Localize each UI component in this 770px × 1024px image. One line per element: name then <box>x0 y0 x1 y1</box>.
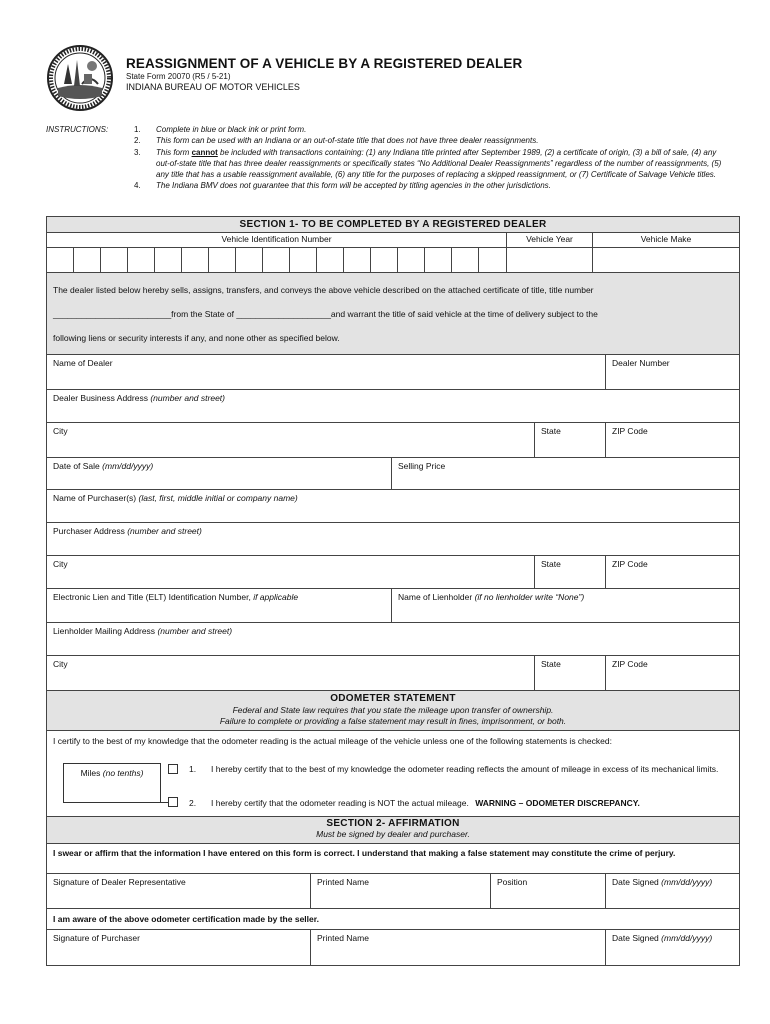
statement-line-1: The dealer listed below hereby sells, assigns, transfers, and conveys the above vehicle described on the attached certificate of title, title number <box>53 285 594 295</box>
dealer-zip-field[interactable]: ZIP Code <box>612 426 648 436</box>
vin-digit-box[interactable] <box>317 248 344 272</box>
lienholder-city-row <box>47 656 739 691</box>
section1-header-row <box>47 217 739 233</box>
vin-digit-box[interactable] <box>263 248 290 272</box>
form-body <box>46 216 740 966</box>
dealer-statement <box>47 273 739 355</box>
odometer-header <box>47 691 739 731</box>
instruction-number: 2. <box>134 136 141 146</box>
instruction-emphasis: cannot <box>191 147 218 157</box>
vehicle-year-label: Vehicle Year <box>507 233 593 247</box>
date-signed-hint: (mm/dd/yyyy) <box>661 877 713 887</box>
purchaser-state-field[interactable]: State <box>535 556 606 588</box>
purchaser-address-hint: (number and street) <box>127 526 202 536</box>
lienholder-address-row <box>47 623 739 656</box>
miles-hint: (no tenths) <box>102 768 144 778</box>
odometer-body <box>47 731 739 817</box>
vin-digit-box[interactable] <box>128 248 155 272</box>
dealer-city-row <box>47 423 739 458</box>
dealer-state-field[interactable]: State <box>535 423 606 457</box>
odometer-option-2-text <box>211 798 640 808</box>
lienholder-city-field[interactable]: City <box>47 656 535 690</box>
vin-digit-box[interactable] <box>290 248 317 272</box>
instructions-label: INSTRUCTIONS: <box>46 125 109 134</box>
dealer-city-field[interactable]: City <box>47 423 535 457</box>
vehicle-labels-row <box>47 233 739 248</box>
instruction-item <box>134 180 724 191</box>
lienholder-address-label: Lienholder Mailing Address <box>53 626 156 636</box>
section1-heading: SECTION 1- TO BE COMPLETED BY A REGISTERED DEALER <box>239 219 547 230</box>
sale-row <box>47 458 739 490</box>
dealer-position-field[interactable]: Position <box>491 874 606 908</box>
instruction-text: be included with transactions containing: (1) any Indiana title printed after September 1989, (2) a certificate of origin, (3) a bill of sale, (4) any out-of-state title that has three dealer reassignments or specifically states “No Additional Dealer Reassignments” regardless of the number of reassignments, (5) any title that has a usable reassignment available, (6) any title for the purposes of replacing a skipped reassignment, or (7) Certificate of Salvage Vehicle titles. <box>156 147 722 180</box>
instruction-text: Complete in blue or black ink or print form. <box>156 125 307 134</box>
dealer-date-signed-field[interactable] <box>606 874 739 908</box>
vin-digit-box[interactable] <box>155 248 182 272</box>
instructions-list <box>134 124 724 192</box>
statement-line-2: _________________________from the State of ____________________and warrant the title of said vehicle at the time of delivery subject to the <box>53 309 598 319</box>
purchaser-aware-text: I am aware of the above odometer certification made by the seller. <box>53 914 319 924</box>
elt-hint: if applicable <box>253 592 299 602</box>
vin-digit-box[interactable] <box>74 248 101 272</box>
vin-digit-box[interactable] <box>344 248 371 272</box>
odometer-option-1-number: 1. <box>189 764 197 774</box>
form-number: State Form 20070 (R5 / 5-21) <box>126 72 231 81</box>
lien-row <box>47 589 739 623</box>
section2-subtitle: Must be signed by dealer and purchaser. <box>316 829 470 839</box>
date-signed-label: Date Signed <box>612 933 659 943</box>
instruction-text: The Indiana BMV does not guarantee that this form will be accepted by titling agencies in the other jurisdictions. <box>156 181 551 191</box>
odometer-certify-text: I certify to the best of my knowledge that the odometer reading is the actual mileage of the vehicle unless one of the following statements is checked: <box>53 736 612 746</box>
purchaser-date-signed-field[interactable] <box>606 930 739 965</box>
date-of-sale-field[interactable] <box>47 458 392 489</box>
odometer-option-2-statement: I hereby certify that the odometer reading is NOT the actual mileage. <box>211 798 469 808</box>
dealer-address-hint: (number and street) <box>150 393 225 403</box>
instruction-text: This form can be used with an Indiana or an out-of-state title that does not have three dealer reassignments. <box>156 136 539 146</box>
affirmation-text: I swear or affirm that the information I have entered on this form is correct. I understand that making a false statement may constitute the crime of perjury. <box>53 848 676 858</box>
vehicle-year-input[interactable] <box>507 248 593 272</box>
indiana-state-seal-icon <box>46 44 114 112</box>
purchaser-city-field[interactable]: City <box>47 556 535 588</box>
odometer-option-1-checkbox[interactable] <box>168 764 178 774</box>
purchaser-name-row <box>47 490 739 523</box>
vin-digit-box[interactable] <box>182 248 209 272</box>
vehicle-make-input[interactable] <box>593 248 739 272</box>
purchaser-zip-field[interactable]: ZIP Code <box>612 559 648 569</box>
purchaser-address-field[interactable] <box>47 523 739 555</box>
date-signed-label: Date Signed <box>612 877 659 887</box>
lienholder-name-hint: (if no lienholder write “None”) <box>474 592 585 602</box>
vin-label: Vehicle Identification Number <box>47 233 507 247</box>
odometer-subtitle-2: Failure to complete or providing a false statement may result in fines, imprisonment, or both. <box>219 716 567 726</box>
purchaser-name-label: Name of Purchaser(s) <box>53 493 137 503</box>
instruction-number: 4. <box>134 181 141 191</box>
purchaser-address-label: Purchaser Address <box>53 526 125 536</box>
vin-digit-box[interactable] <box>209 248 236 272</box>
affirmation-row <box>47 844 739 874</box>
vin-digit-box[interactable] <box>236 248 263 272</box>
purchaser-city-row <box>47 556 739 589</box>
purchaser-name-hint: (last, first, middle initial or company name) <box>138 493 298 503</box>
date-signed-hint: (mm/dd/yyyy) <box>661 933 713 943</box>
section2-header <box>47 817 739 844</box>
instruction-text: This form <box>156 147 192 157</box>
dealer-address-label: Dealer Business Address <box>53 393 148 403</box>
vehicle-make-label: Vehicle Make <box>640 234 692 244</box>
dealer-name-row <box>47 355 739 390</box>
instruction-item <box>134 147 724 181</box>
odometer-option-2-checkbox[interactable] <box>168 797 178 807</box>
purchaser-signature-field[interactable]: Signature of Purchaser <box>47 930 311 965</box>
dealer-name-field[interactable]: Name of Dealer <box>47 355 606 389</box>
elt-label: Electronic Lien and Title (ELT) Identification Number, <box>53 592 251 602</box>
vin-digit-box[interactable] <box>398 248 425 272</box>
odometer-subtitle-1: Federal and State law requires that you state the mileage upon transfer of ownership. <box>232 705 554 715</box>
lienholder-address-hint: (number and street) <box>157 626 233 636</box>
form-header <box>46 44 746 114</box>
lienholder-state-field[interactable]: State <box>535 656 606 690</box>
date-of-sale-label: Date of Sale <box>53 461 100 471</box>
section2-heading: SECTION 2- AFFIRMATION <box>326 818 460 829</box>
dealer-signature-field[interactable]: Signature of Dealer Representative <box>47 874 311 908</box>
odometer-heading: ODOMETER STATEMENT <box>330 693 456 704</box>
selling-price-field[interactable]: Selling Price <box>398 461 446 471</box>
statement-line-3: following liens or security interests if any, and none other as specified below. <box>53 333 340 343</box>
purchaser-address-row <box>47 523 739 556</box>
vin-input[interactable] <box>47 248 507 272</box>
purchaser-aware-row <box>47 909 739 930</box>
miles-label: Miles <box>80 768 101 778</box>
dealer-address-field[interactable] <box>47 390 739 422</box>
dealer-signature-row <box>47 874 739 909</box>
vehicle-inputs-row <box>47 248 739 273</box>
vin-digit-box[interactable] <box>47 248 74 272</box>
dealer-address-row <box>47 390 739 423</box>
vin-digit-box[interactable] <box>101 248 128 272</box>
lienholder-name-field[interactable] <box>392 589 739 622</box>
lienholder-zip-field[interactable]: ZIP Code <box>612 659 648 669</box>
miles-input[interactable] <box>63 763 161 803</box>
vin-digit-box[interactable] <box>479 248 506 272</box>
vin-digit-box[interactable] <box>425 248 452 272</box>
purchaser-printed-name-field[interactable]: Printed Name <box>311 930 606 965</box>
vin-digit-box[interactable] <box>371 248 398 272</box>
lienholder-address-field[interactable] <box>47 623 739 655</box>
agency-name: INDIANA BUREAU OF MOTOR VEHICLES <box>126 82 300 92</box>
instruction-number: 3. <box>134 147 141 157</box>
purchaser-name-field[interactable] <box>47 490 739 522</box>
odometer-option-1-text: I hereby certify that to the best of my knowledge the odometer reading reflects the amount of mileage in excess of its mechanical limits. <box>211 764 719 774</box>
odometer-option-2-number: 2. <box>189 798 197 808</box>
instruction-item <box>134 124 724 135</box>
date-of-sale-hint: (mm/dd/yyyy) <box>102 461 154 471</box>
elt-number-field[interactable] <box>47 589 392 622</box>
form-title: REASSIGNMENT OF A VEHICLE BY A REGISTERED DEALER <box>126 56 523 71</box>
vin-digit-box[interactable] <box>452 248 479 272</box>
instruction-number: 1. <box>134 125 141 134</box>
odometer-warning: WARNING – ODOMETER DISCREPANCY. <box>475 798 640 808</box>
purchaser-signature-row <box>47 930 739 965</box>
dealer-number-field[interactable]: Dealer Number <box>612 358 670 368</box>
dealer-printed-name-field[interactable]: Printed Name <box>311 874 491 908</box>
instruction-item <box>134 135 724 146</box>
lienholder-name-label: Name of Lienholder <box>398 592 473 602</box>
